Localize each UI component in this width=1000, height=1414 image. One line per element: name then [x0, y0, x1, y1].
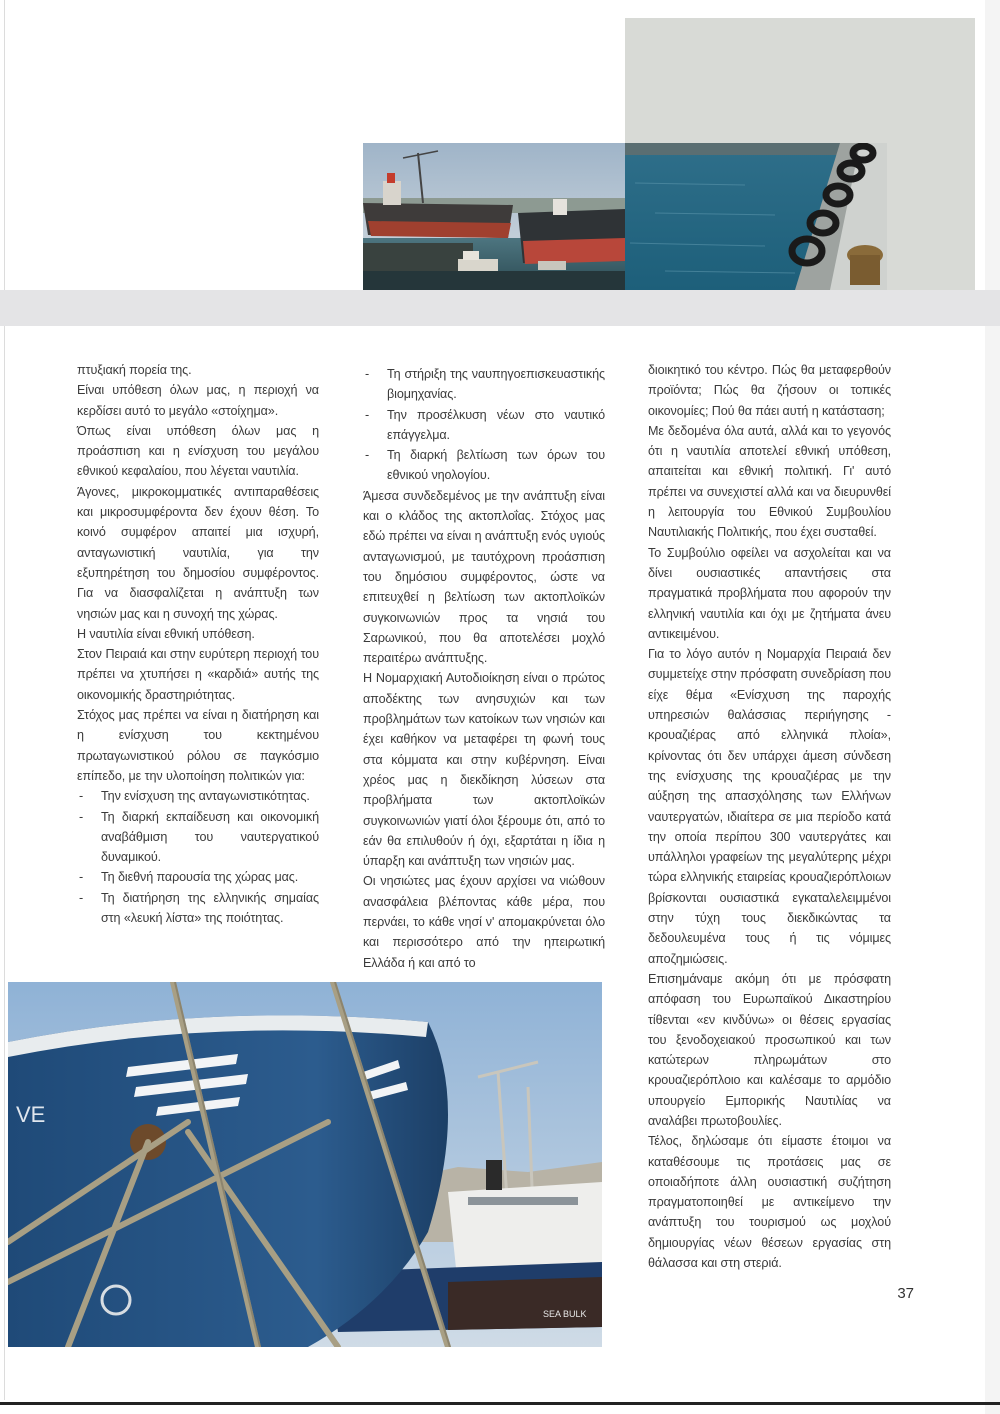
list-item: - Τη διεθνή παρουσία της χώρας μας. — [77, 867, 319, 887]
list-item: - Τη στήριξη της ναυπηγοεπισκευαστικής βιομηχανίας. — [363, 364, 605, 405]
paragraph: Όπως είναι υπόθεση όλων μας η προάσπιση και η ενίσχυση του μεγάλου εθνικού κεφαλαίου, που λέγεται ναυτιλία. — [77, 423, 319, 479]
bottom-border — [0, 1402, 1000, 1405]
page-edge — [4, 0, 5, 1400]
harbor-photo — [625, 143, 887, 290]
paragraph: Η ναυτιλία είναι εθνική υπόθεση. — [77, 626, 255, 641]
paragraph: Η Νομαρχιακή Αυτοδιοίκηση είναι ο πρώτος αποδέκτης των ανησυχιών και των προβλημάτων των κατοίκων των νησιών και έχει καθήκον να μεταφέρει τη φωνή τους στα κόμματα και στην κυβέρνηση. Είναι χρέος μας η διεκδίκηση λύσεων στα προβλήματα των ακτοπλοϊκών συγκοινωνιών γιατί όλοι ξέρουμε ότι, από το εάν θα επιλυθούν ή όχι, εξαρτάται η ίδια η ύπαρξη και ανάπτυξη των νησιών μας. — [363, 671, 605, 869]
right-margin-band — [985, 0, 1000, 1414]
paragraph: Στον Πειραιά και στην ευρύτερη περιοχή του πρέπει να χτυπήσει η «καρδιά» αυτής της οικονομικής δραστηριότητας. — [77, 647, 319, 702]
list-item: - Την προσέλκυση νέων στο ναυτικό επάγγελμα. — [363, 405, 605, 446]
text-column-1 — [77, 360, 319, 928]
paragraph: Είναι υπόθεση όλων μας, η περιοχή να κερδίσει αυτό το μεγάλο «στοίχημα». — [77, 383, 319, 418]
ship-name-text: SEA BULK — [543, 1309, 587, 1319]
bullet-list — [363, 364, 605, 486]
list-item: - Τη διατήρηση της ελληνικής σημαίας στη «λευκή λίστα» της ποιότητας. — [77, 888, 319, 929]
ship-bow-photo — [8, 982, 602, 1347]
paragraph: Στόχος μας πρέπει να είναι η διατήρηση και η ενίσχυση του κεκτημένου πρωταγωνιστικού ρόλου σε παγκόσμιο επίπεδο, με την υλοποίηση πολιτικών για: — [77, 708, 319, 783]
text-column-3 — [648, 360, 891, 1273]
list-item: - Την ενίσχυση της ανταγωνιστικότητας. — [77, 786, 319, 806]
hull-text: VE — [16, 1102, 46, 1127]
text-column-2 — [363, 364, 605, 973]
paragraph: Τέλος, δηλώσαμε ότι είμαστε έτοιμοι να καταθέσουμε τις προτάσεις μας σε οποιαδήποτε άλλη ουσιαστική συζήτηση πραγματοποιηθεί με αντικείμενο την ανάπτυξη του τουρισμού ως μοχλού δημιουργίας νέων θέσεων εργασίας στη θάλασσα και στη στεριά. — [648, 1134, 891, 1271]
header-gray-band — [0, 290, 1000, 326]
paragraph: Άμεσα συνδεδεμένος με την ανάπτυξη είναι και ο κλάδος της ακτοπλοΐας. Στόχος μας εδώ πρέπει να είναι η ανάπτυξη ενός υγιούς ανταγωνισμού, με ταυτόχρονη προάσπιση του δημόσιου συμφέροντος, ώστε να επιτευχθεί η βελτίωση των ακτοπλοϊκών συγκοινωνιών προς τα νησιά του Σαρωνικού, που θα αποτελέσει μοχλό περαιτέρω ανάπτυξης. — [363, 488, 605, 666]
paragraph: Για το λόγο αυτόν η Νομαρχία Πειραιά δεν συμμετείχε στην πρόσφατη συνεδρίαση που είχε θέμα «Ενίσχυση της παροχής υπηρεσιών θαλάσσιας περιήγησης - κρουαζιέρας από ελληνικά πλοία», κρίνοντας ότι δεν υπάρχει άμεση σύνδεση της ενίσχυσης της κρουαζιέρας με την αύξηση της απασχόλησης των Ελλήνων ναυτεργατών, ιδιαίτερα σε μια περίοδο κατά την οποία περίπου 300 ναυτεργάτες και υπάλληλοι γραφείων της μεγαλύτερης μέχρι τώρα ελληνικής εταιρείας κρουαζιερόπλοιων βρίσκονται ουσιαστικά εγκαταλελειμμένοι στην τύχη τους διεκδικώντας τα δεδουλευμένα τους ή τις νόμιμες αποζημιώσεις. — [648, 647, 891, 966]
paragraph: διοικητικό του κέντρο. Πώς θα μεταφερθούν προϊόντα; Πώς θα ζήσουν οι τοπικές οικονομίες; Πού θα πάει αυτή η κατάσταση; — [648, 363, 891, 418]
paragraph: Οι νησιώτες μας έχουν αρχίσει να νιώθουν ανασφάλεια βλέποντας κάθε μέρα, που περνάει, το κάθε νησί ν' απομακρύνεται όλο και περισσότερο από την ηπειρωτική Ελλάδα ή και από το — [363, 874, 605, 970]
paragraph: Με δεδομένα όλα αυτά, αλλά και το γεγονός ότι η ναυτιλία αποτελεί εθνική υπόθεση, απαιτείται και εθνική πολιτική. Γι' αυτό πρέπει να συνεχιστεί αλλά και να διευρυνθεί η λειτουργία του Εθνικού Συμβουλίου Ναυτιλιακής Πολιτικής, που έχει συσταθεί. — [648, 423, 891, 540]
paragraph: Άγονες, μικροκομματικές αντιπαραθέσεις και μικροσυμφέροντα δεν έχουν θέση. Το κοινό συμφέρον απαιτεί μια ισχυρή, ανταγωνιστική ναυτιλία, για την εξυπηρέτηση του δημοσίου συμφέροντος. Για να διασφαλίζεται η ανάπτυξη των νησιών μας και η συνοχή της χώρας. — [77, 484, 319, 621]
paragraph: Επισημάναμε ακόμη ότι με πρόσφατη απόφαση του Ευρωπαϊκού Δικαστηρίου τίθενται «εν κινδύνω» οι θέσεις εργασίας του ξενοδοχειακού προσωπικού και των κατώτερων πληρωμάτων στο κρουαζιερόπλοιο και καλέσαμε το αρμόδιο υπουργείο Εμπορικής Ναυτιλίας να αναλάβει πρωτοβουλίες. — [648, 971, 891, 1128]
page-number: 37 — [897, 1285, 914, 1302]
tankers-photo — [363, 143, 625, 290]
list-item: - Τη διαρκή εκπαίδευση και οικονομική αναβάθμιση του ναυτεργατικού δυναμικού. — [77, 807, 319, 868]
bullet-list — [77, 786, 319, 928]
paragraph: πτυξιακή πορεία της. — [77, 363, 192, 377]
list-item: - Τη διαρκή βελτίωση των όρων του εθνικού νηολογίου. — [363, 445, 605, 486]
paragraph: Το Συμβούλιο οφείλει να ασχολείται και να δίνει ουσιαστικές απαντήσεις στα πραγματικά προβλήματα που αφορούν την ελληνική ναυτιλία και όχι με ζητήματα άνευ αντικειμένου. — [648, 545, 891, 641]
